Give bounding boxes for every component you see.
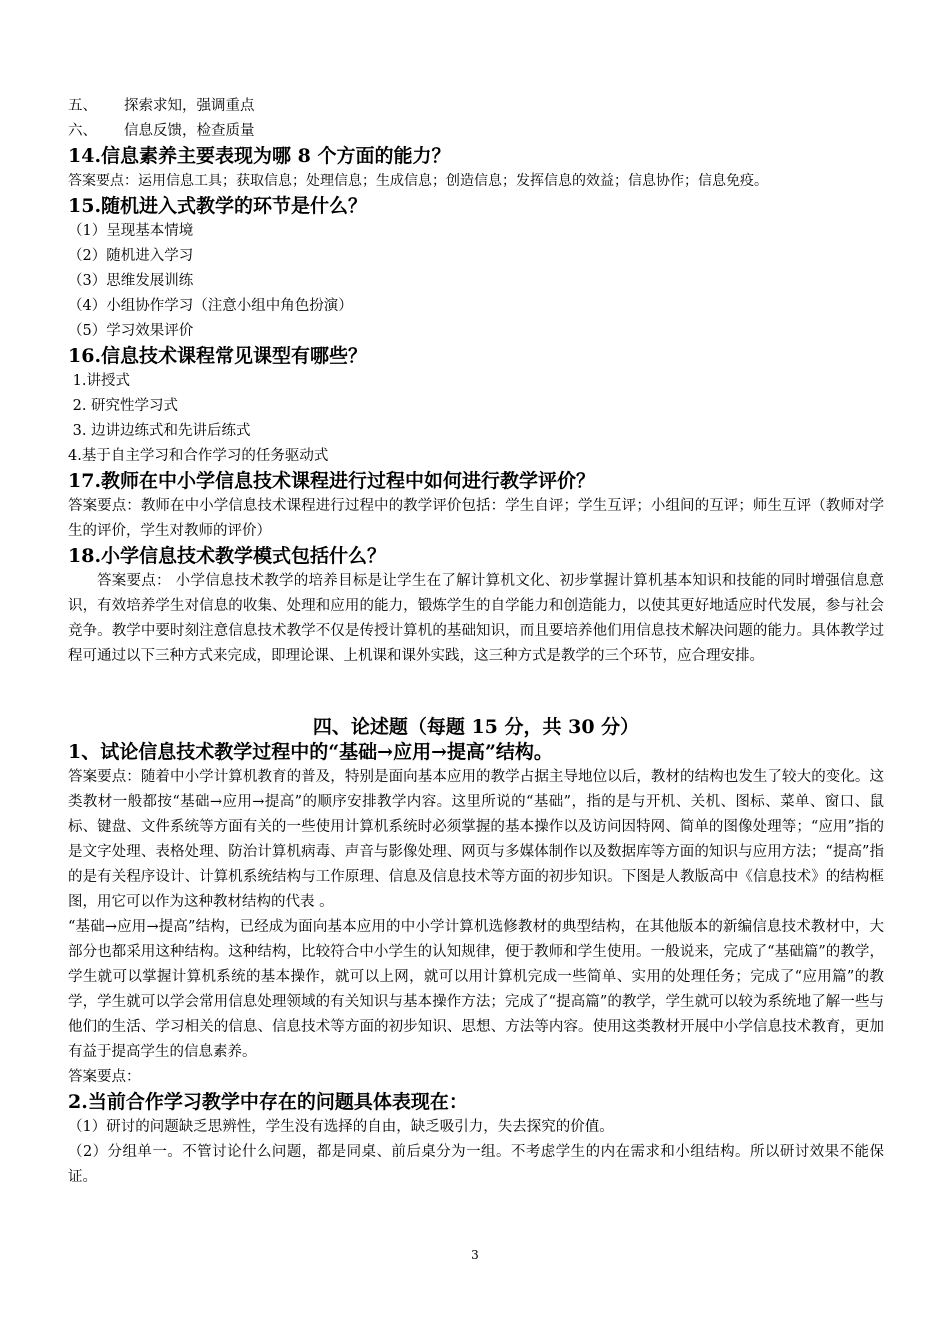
question-14-answer: 答案要点：运用信息工具；获取信息；处理信息；生成信息；创造信息；发挥信息的效益；信息协作；信息免疫。 <box>68 173 768 189</box>
list-item: （2）分组单一。不管讨论什么问题，都是同桌、前后桌分为一组。不考虑学生的内在需求和小组结构。所以研讨效果不能保证。 <box>68 1144 884 1185</box>
essay-1-paragraph-3: 答案要点： <box>68 1069 141 1085</box>
essay-1-title: 1、试论信息技术教学过程中的“基础→应用→提高”结构。 <box>68 741 553 763</box>
list-item: 4.基于自主学习和合作学习的任务驱动式 <box>68 448 329 464</box>
list-item: （3）思维发展训练 <box>68 273 194 289</box>
list-item-five: 五、 探索求知，强调重点 <box>68 98 255 114</box>
list-item: 2. 研究性学习式 <box>68 398 179 414</box>
list-item: （1）呈现基本情境 <box>68 223 194 239</box>
list-item: （4）小组协作学习（注意小组中角色扮演） <box>68 298 353 314</box>
essay-1-paragraph-2: “基础→应用→提高”结构，已经成为面向基本应用的中小学计算机选修教材的典型结构，在其他版本的新编信息技术教材中，大部分也都采用这种结构。这种结构，比较符合中小学生的认知规律，便于教师和学生使用。一般说来，完成了“基础篇”的教学，学生就可以掌握计算机系统的基本操作，就可以上网，就可以用计算机完成一些简单、实用的处理任务；完成了“应用篇”的教学，学生就可以学会常用信息处理领域的有关知识与基本操作方法；完成了“提高篇”的教学，学生就可以较为系统地了解一些与他们的生活、学习相关的信息、信息技术等方面的初步知识、思想、方法等内容。使用这类教材开展中小学信息技术教育，更加有益于提高学生的信息素养。 <box>68 919 884 1060</box>
question-14-title: 14.信息素养主要表现为哪 8 个方面的能力？ <box>68 145 451 167</box>
list-item: 1.讲授式 <box>68 373 130 389</box>
section-heading: 四、论述题（每题 15 分，共 30 分） <box>312 716 640 738</box>
list-item-six: 六、 信息反馈，检查质量 <box>68 123 255 139</box>
question-17-title: 17.教师在中小学信息技术课程进行过程中如何进行教学评价？ <box>68 470 596 492</box>
document-page <box>68 94 884 1190</box>
question-15-title: 15.随机进入式教学的环节是什么？ <box>68 195 368 217</box>
list-item: （2）随机进入学习 <box>68 248 194 264</box>
list-item: 3. 边讲边练式和先讲后练式 <box>68 423 251 439</box>
question-17-answer: 答案要点：教师在中小学信息技术课程进行过程中的教学评价包括：学生自评；学生互评；小组间的互评；师生互评（教师对学生的评价，学生对教师的评价） <box>68 498 884 539</box>
essay-2-title: 2.当前合作学习教学中存在的问题具体表现在： <box>68 1091 468 1113</box>
list-item: （5）学习效果评价 <box>68 323 194 339</box>
list-item: （1）研讨的问题缺乏思辨性，学生没有选择的自由，缺乏吸引力，失去探究的价值。 <box>68 1119 614 1135</box>
question-16-title: 16.信息技术课程常见课型有哪些？ <box>68 345 368 367</box>
page-number: 3 <box>471 1248 479 1262</box>
question-18-answer: 答案要点： 小学信息技术教学的培养目标是让学生在了解计算机文化、初步掌握计算机基本知识和技能的同时增强信息意识，有效培养学生对信息的收集、处理和应用的能力，锻炼学生的自学能力和创造能力，以使其更好地适应时代发展，参与社会竞争。教学中要时刻注意信息技术教学不仅是传授计算机的基础知识，而且要培养他们用信息技术解决问题的能力。具体教学过程可通过以下三种方式来完成，即理论课、上机课和课外实践，这三种方式是教学的三个环节，应合理安排。 <box>68 573 884 664</box>
essay-1-paragraph-1: 答案要点：随着中小学计算机教育的普及，特别是面向基本应用的教学占据主导地位以后，教材的结构也发生了较大的变化。这类教材一般都按“基础→应用→提高”的顺序安排教学内容。这里所说的“基础”，指的是与开机、关机、图标、菜单、窗口、鼠标、键盘、文件系统等方面有关的一些使用计算机系统时必须掌握的基本操作以及访问因特网、简单的图像处理等；“应用”指的是文字处理、表格处理、防治计算机病毒、声音与影像处理、网页与多媒体制作以及数据库等方面的知识与应用方法；“提高”指的是有关程序设计、计算机系统结构与工作原理、信息及信息技术等方面的初步知识。下图是人教版高中《信息技术》的结构框图，用它可以作为这种教材结构的代表 。 <box>68 769 884 910</box>
question-18-title: 18.小学信息技术教学模式包括什么？ <box>68 545 387 567</box>
